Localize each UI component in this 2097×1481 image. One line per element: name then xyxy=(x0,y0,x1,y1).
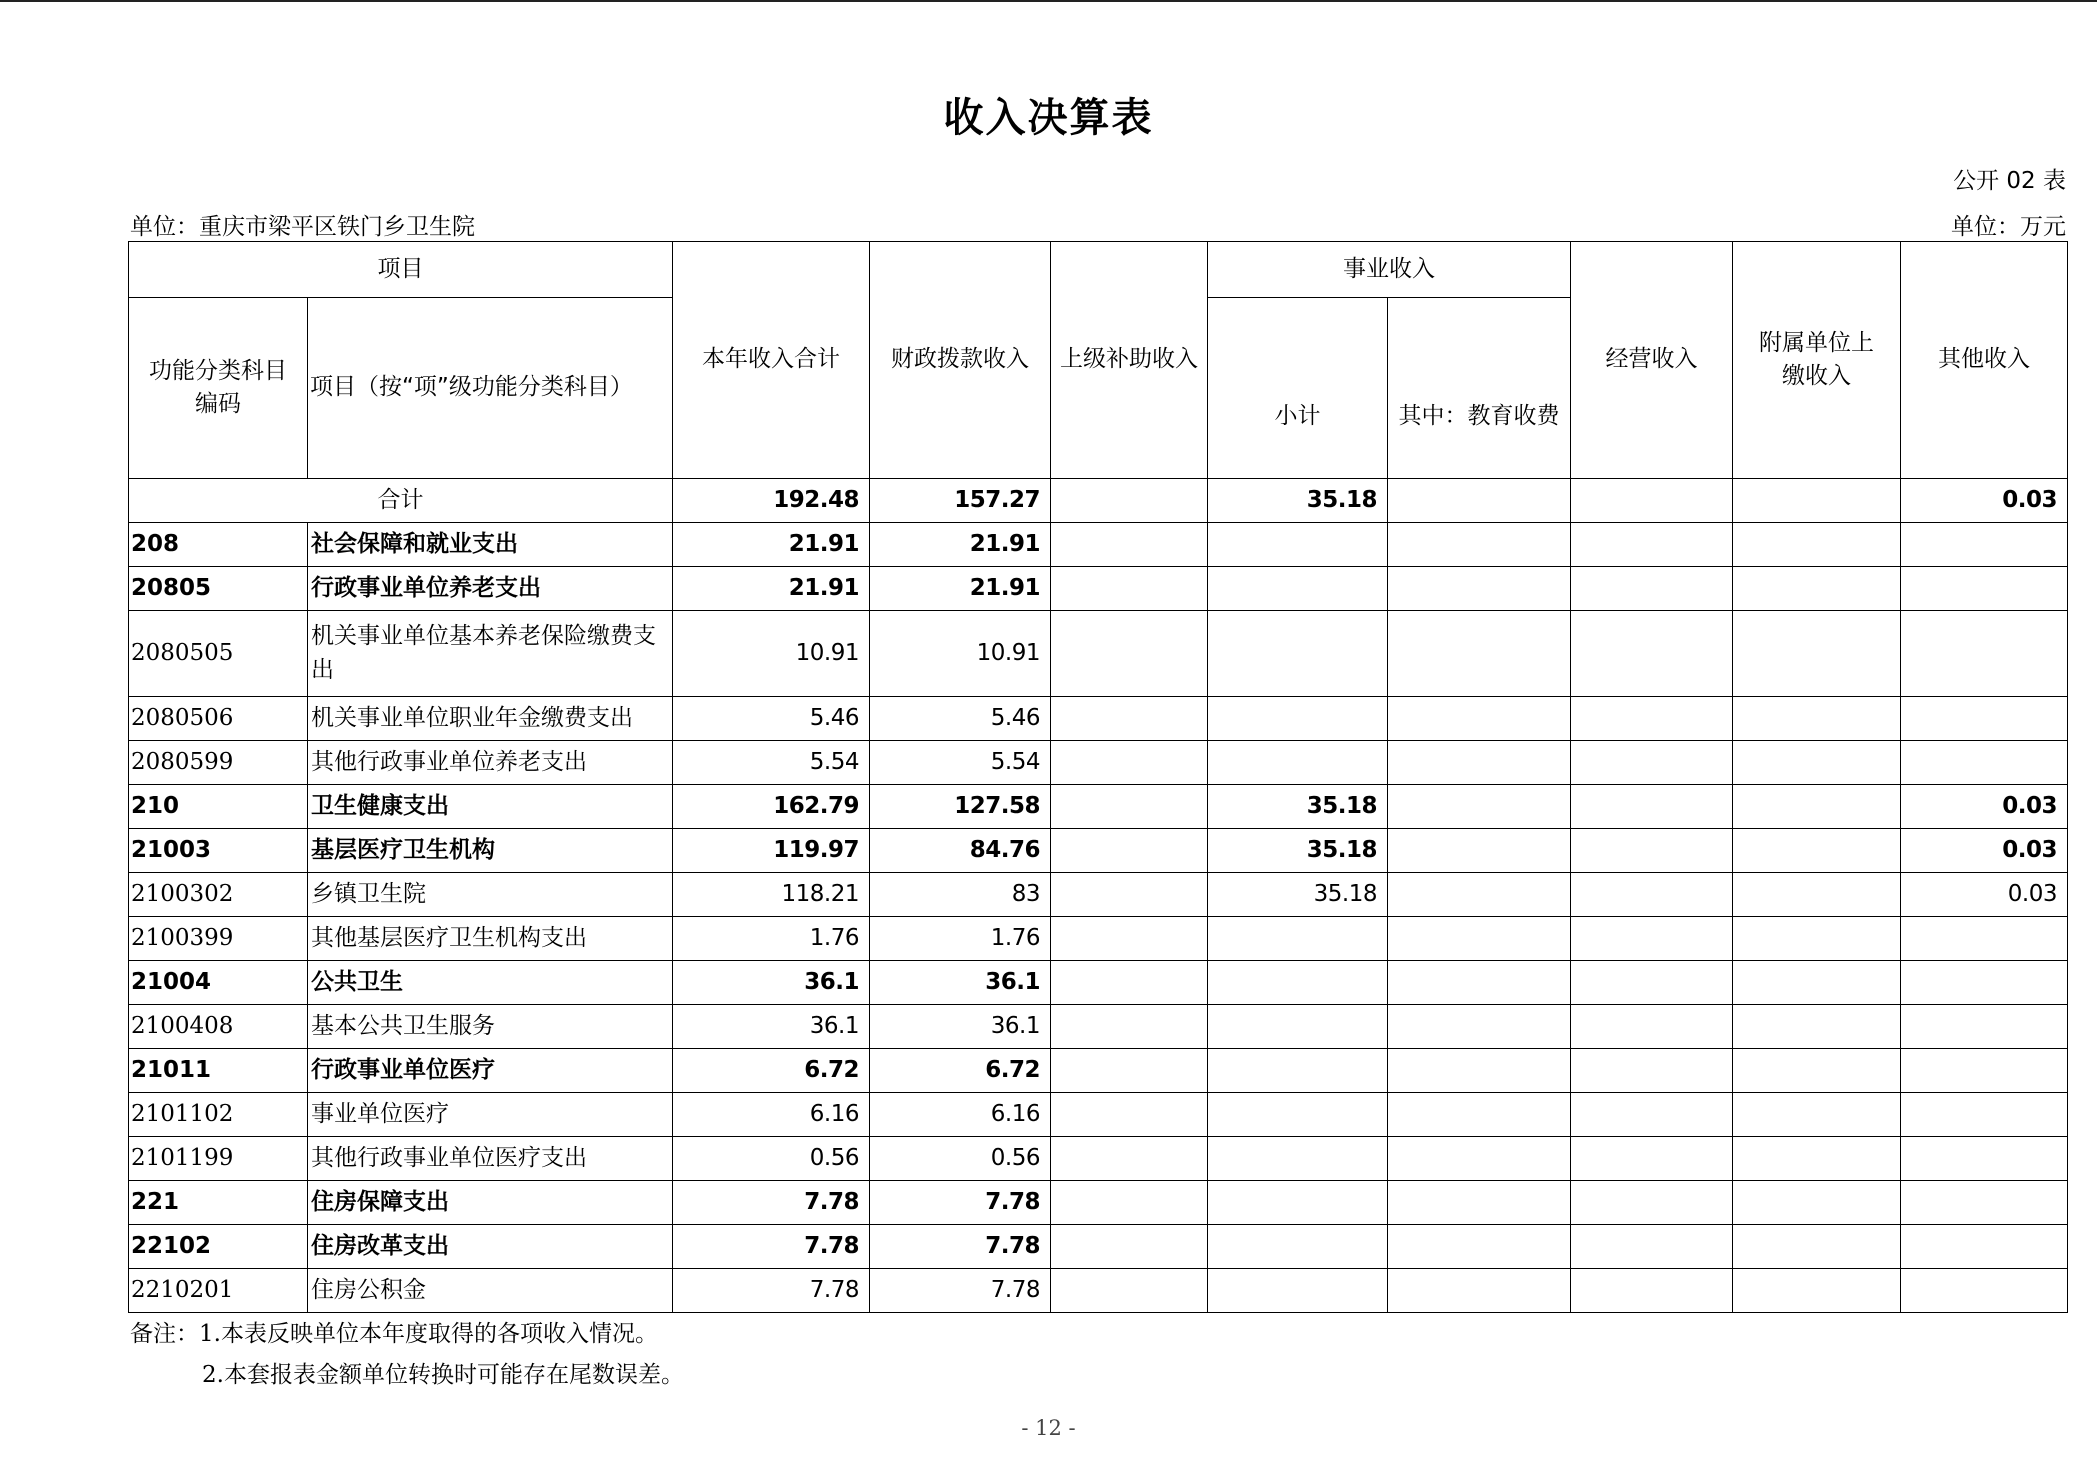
row-other: 0.03 xyxy=(1901,785,2068,829)
row-superior xyxy=(1051,961,1208,1005)
table-row xyxy=(129,961,2068,1005)
row-subtotal xyxy=(1208,1005,1388,1049)
row-superior xyxy=(1051,873,1208,917)
reporting-unit: 单位：重庆市梁平区铁门乡卫生院 xyxy=(130,214,475,240)
header-education: 其中：教育收费 xyxy=(1388,298,1571,479)
row-superior xyxy=(1051,1093,1208,1137)
row-name: 其他行政事业单位养老支出 xyxy=(308,741,673,785)
table-row xyxy=(129,523,2068,567)
row-superior xyxy=(1051,1181,1208,1225)
row-superior xyxy=(1051,1049,1208,1093)
row-name: 住房保障支出 xyxy=(308,1181,673,1225)
row-other xyxy=(1901,1181,2068,1225)
row-code: 2100302 xyxy=(129,873,308,917)
income-table xyxy=(128,241,2068,1313)
row-education xyxy=(1388,785,1571,829)
row-other xyxy=(1901,523,2068,567)
row-code: 2100399 xyxy=(129,917,308,961)
row-code: 21004 xyxy=(129,961,308,1005)
row-name: 住房公积金 xyxy=(308,1269,673,1313)
footnotes xyxy=(130,1314,684,1396)
row-code: 208 xyxy=(129,523,308,567)
row-fiscal: 7.78 xyxy=(870,1181,1051,1225)
row-education xyxy=(1388,1093,1571,1137)
row-operating xyxy=(1571,1137,1733,1181)
row-total: 5.46 xyxy=(673,697,870,741)
row-total: 162.79 xyxy=(673,785,870,829)
row-fiscal: 10.91 xyxy=(870,611,1051,697)
row-total: 6.72 xyxy=(673,1049,870,1093)
row-code: 2080599 xyxy=(129,741,308,785)
row-name: 行政事业单位医疗 xyxy=(308,1049,673,1093)
row-code: 221 xyxy=(129,1181,308,1225)
row-affiliated xyxy=(1733,1049,1901,1093)
header-fiscal: 财政拨款收入 xyxy=(870,242,1051,479)
row-total: 36.1 xyxy=(673,961,870,1005)
row-subtotal xyxy=(1208,697,1388,741)
table-row xyxy=(129,611,2068,697)
page-number: - 12 - xyxy=(1021,1416,1076,1440)
row-affiliated xyxy=(1733,917,1901,961)
table-row xyxy=(129,1181,2068,1225)
row-code: 2100408 xyxy=(129,1005,308,1049)
row-subtotal xyxy=(1208,1093,1388,1137)
row-other xyxy=(1901,1005,2068,1049)
table-row xyxy=(129,1269,2068,1313)
row-other xyxy=(1901,1225,2068,1269)
row-superior xyxy=(1051,741,1208,785)
row-education xyxy=(1388,917,1571,961)
total-fiscal: 157.27 xyxy=(870,479,1051,523)
row-code: 22102 xyxy=(129,1225,308,1269)
row-education xyxy=(1388,961,1571,1005)
row-total: 119.97 xyxy=(673,829,870,873)
total-total: 192.48 xyxy=(673,479,870,523)
row-affiliated xyxy=(1733,741,1901,785)
row-subtotal: 35.18 xyxy=(1208,829,1388,873)
row-total: 7.78 xyxy=(673,1225,870,1269)
row-subtotal: 35.18 xyxy=(1208,785,1388,829)
row-total: 7.78 xyxy=(673,1269,870,1313)
row-education xyxy=(1388,741,1571,785)
row-subtotal xyxy=(1208,961,1388,1005)
row-name: 卫生健康支出 xyxy=(308,785,673,829)
row-affiliated xyxy=(1733,1269,1901,1313)
row-other xyxy=(1901,1049,2068,1093)
row-code: 2101199 xyxy=(129,1137,308,1181)
row-other xyxy=(1901,567,2068,611)
row-fiscal: 36.1 xyxy=(870,961,1051,1005)
row-code: 20805 xyxy=(129,567,308,611)
total-operating xyxy=(1571,479,1733,523)
row-subtotal xyxy=(1208,1225,1388,1269)
row-other: 0.03 xyxy=(1901,873,2068,917)
header-name: 项目（按“项”级功能分类科目） xyxy=(308,298,673,479)
row-name: 其他行政事业单位医疗支出 xyxy=(308,1137,673,1181)
row-affiliated xyxy=(1733,611,1901,697)
row-education xyxy=(1388,1005,1571,1049)
header-superior: 上级补助收入 xyxy=(1051,242,1208,479)
row-operating xyxy=(1571,523,1733,567)
row-code: 2080506 xyxy=(129,697,308,741)
total-education xyxy=(1388,479,1571,523)
table-row xyxy=(129,829,2068,873)
row-total: 5.54 xyxy=(673,741,870,785)
footnote-2: 2.本套报表金额单位转换时可能存在尾数误差。 xyxy=(202,1362,684,1388)
row-name: 乡镇卫生院 xyxy=(308,873,673,917)
header-business: 事业收入 xyxy=(1208,242,1571,298)
table-row xyxy=(129,567,2068,611)
row-total: 10.91 xyxy=(673,611,870,697)
row-total: 36.1 xyxy=(673,1005,870,1049)
row-subtotal xyxy=(1208,567,1388,611)
row-affiliated xyxy=(1733,1181,1901,1225)
row-superior xyxy=(1051,1005,1208,1049)
row-total: 0.56 xyxy=(673,1137,870,1181)
total-affiliated xyxy=(1733,479,1901,523)
table-row xyxy=(129,1093,2068,1137)
table-row xyxy=(129,1225,2068,1269)
row-subtotal xyxy=(1208,1269,1388,1313)
row-fiscal: 5.46 xyxy=(870,697,1051,741)
row-other xyxy=(1901,741,2068,785)
row-education xyxy=(1388,1137,1571,1181)
row-operating xyxy=(1571,917,1733,961)
row-superior xyxy=(1051,1225,1208,1269)
top-border-line xyxy=(0,0,2097,2)
header-total: 本年收入合计 xyxy=(673,242,870,479)
currency-unit: 单位：万元 xyxy=(1951,214,2066,240)
row-code: 21011 xyxy=(129,1049,308,1093)
row-education xyxy=(1388,1269,1571,1313)
row-name: 公共卫生 xyxy=(308,961,673,1005)
row-name: 事业单位医疗 xyxy=(308,1093,673,1137)
footnote-1: 备注：1.本表反映单位本年度取得的各项收入情况。 xyxy=(130,1321,658,1347)
row-fiscal: 6.72 xyxy=(870,1049,1051,1093)
row-subtotal: 35.18 xyxy=(1208,873,1388,917)
row-code: 2101102 xyxy=(129,1093,308,1137)
row-name: 基层医疗卫生机构 xyxy=(308,829,673,873)
row-superior xyxy=(1051,697,1208,741)
row-affiliated xyxy=(1733,873,1901,917)
header-other: 其他收入 xyxy=(1901,242,2068,479)
row-fiscal: 5.54 xyxy=(870,741,1051,785)
row-other xyxy=(1901,611,2068,697)
row-other xyxy=(1901,961,2068,1005)
row-operating xyxy=(1571,1181,1733,1225)
row-affiliated xyxy=(1733,567,1901,611)
row-superior xyxy=(1051,523,1208,567)
row-other xyxy=(1901,1269,2068,1313)
row-education xyxy=(1388,697,1571,741)
row-operating xyxy=(1571,1005,1733,1049)
header-operating: 经营收入 xyxy=(1571,242,1733,479)
row-operating xyxy=(1571,1049,1733,1093)
row-operating xyxy=(1571,785,1733,829)
row-fiscal: 7.78 xyxy=(870,1225,1051,1269)
row-affiliated xyxy=(1733,961,1901,1005)
row-affiliated xyxy=(1733,1005,1901,1049)
row-fiscal: 84.76 xyxy=(870,829,1051,873)
table-row xyxy=(129,1049,2068,1093)
row-operating xyxy=(1571,1269,1733,1313)
row-code: 210 xyxy=(129,785,308,829)
header-affiliated: 附属单位上缴收入 xyxy=(1733,242,1901,479)
row-operating xyxy=(1571,1225,1733,1269)
row-subtotal xyxy=(1208,741,1388,785)
header-project: 项目 xyxy=(129,242,673,298)
header-code: 功能分类科目编码 xyxy=(129,298,308,479)
row-education xyxy=(1388,1225,1571,1269)
form-number: 公开 02 表 xyxy=(1953,168,2066,194)
row-education xyxy=(1388,1181,1571,1225)
row-subtotal xyxy=(1208,611,1388,697)
row-name: 行政事业单位养老支出 xyxy=(308,567,673,611)
row-education xyxy=(1388,567,1571,611)
total-label: 合计 xyxy=(129,479,673,523)
row-operating xyxy=(1571,873,1733,917)
total-superior xyxy=(1051,479,1208,523)
row-other xyxy=(1901,1093,2068,1137)
row-affiliated xyxy=(1733,785,1901,829)
row-code: 2210201 xyxy=(129,1269,308,1313)
row-education xyxy=(1388,1049,1571,1093)
row-affiliated xyxy=(1733,523,1901,567)
row-affiliated xyxy=(1733,1093,1901,1137)
row-fiscal: 21.91 xyxy=(870,567,1051,611)
row-total: 7.78 xyxy=(673,1181,870,1225)
row-subtotal xyxy=(1208,523,1388,567)
table-row xyxy=(129,917,2068,961)
row-code: 21003 xyxy=(129,829,308,873)
row-operating xyxy=(1571,961,1733,1005)
row-education xyxy=(1388,829,1571,873)
table-row xyxy=(129,741,2068,785)
header-subtotal: 小计 xyxy=(1208,298,1388,479)
row-other xyxy=(1901,697,2068,741)
row-name: 其他基层医疗卫生机构支出 xyxy=(308,917,673,961)
page-title: 收入决算表 xyxy=(943,95,1154,141)
row-fiscal: 127.58 xyxy=(870,785,1051,829)
row-other xyxy=(1901,1137,2068,1181)
row-fiscal: 83 xyxy=(870,873,1051,917)
table-row xyxy=(129,1137,2068,1181)
row-subtotal xyxy=(1208,1137,1388,1181)
row-education xyxy=(1388,873,1571,917)
row-operating xyxy=(1571,697,1733,741)
row-name: 机关事业单位职业年金缴费支出 xyxy=(308,697,673,741)
row-education xyxy=(1388,611,1571,697)
row-fiscal: 0.56 xyxy=(870,1137,1051,1181)
row-fiscal: 36.1 xyxy=(870,1005,1051,1049)
row-total: 1.76 xyxy=(673,917,870,961)
table-row xyxy=(129,873,2068,917)
row-affiliated xyxy=(1733,829,1901,873)
row-affiliated xyxy=(1733,1225,1901,1269)
row-superior xyxy=(1051,785,1208,829)
row-total: 21.91 xyxy=(673,567,870,611)
row-operating xyxy=(1571,567,1733,611)
row-operating xyxy=(1571,611,1733,697)
row-superior xyxy=(1051,611,1208,697)
total-subtotal: 35.18 xyxy=(1208,479,1388,523)
row-superior xyxy=(1051,917,1208,961)
row-total: 118.21 xyxy=(673,873,870,917)
row-name: 基本公共卫生服务 xyxy=(308,1005,673,1049)
row-affiliated xyxy=(1733,1137,1901,1181)
row-code: 2080505 xyxy=(129,611,308,697)
row-superior xyxy=(1051,567,1208,611)
table-row xyxy=(129,1005,2068,1049)
row-subtotal xyxy=(1208,917,1388,961)
row-affiliated xyxy=(1733,697,1901,741)
row-subtotal xyxy=(1208,1181,1388,1225)
row-other: 0.03 xyxy=(1901,829,2068,873)
row-name: 住房改革支出 xyxy=(308,1225,673,1269)
row-superior xyxy=(1051,1137,1208,1181)
row-fiscal: 21.91 xyxy=(870,523,1051,567)
total-row xyxy=(129,479,2068,523)
row-total: 21.91 xyxy=(673,523,870,567)
row-operating xyxy=(1571,1093,1733,1137)
row-name: 机关事业单位基本养老保险缴费支出 xyxy=(308,611,673,697)
total-other: 0.03 xyxy=(1901,479,2068,523)
row-operating xyxy=(1571,741,1733,785)
table-row xyxy=(129,697,2068,741)
row-superior xyxy=(1051,829,1208,873)
row-operating xyxy=(1571,829,1733,873)
row-fiscal: 6.16 xyxy=(870,1093,1051,1137)
row-other xyxy=(1901,917,2068,961)
row-subtotal xyxy=(1208,1049,1388,1093)
table-row xyxy=(129,785,2068,829)
row-education xyxy=(1388,523,1571,567)
row-name: 社会保障和就业支出 xyxy=(308,523,673,567)
row-fiscal: 7.78 xyxy=(870,1269,1051,1313)
row-fiscal: 1.76 xyxy=(870,917,1051,961)
row-total: 6.16 xyxy=(673,1093,870,1137)
row-superior xyxy=(1051,1269,1208,1313)
